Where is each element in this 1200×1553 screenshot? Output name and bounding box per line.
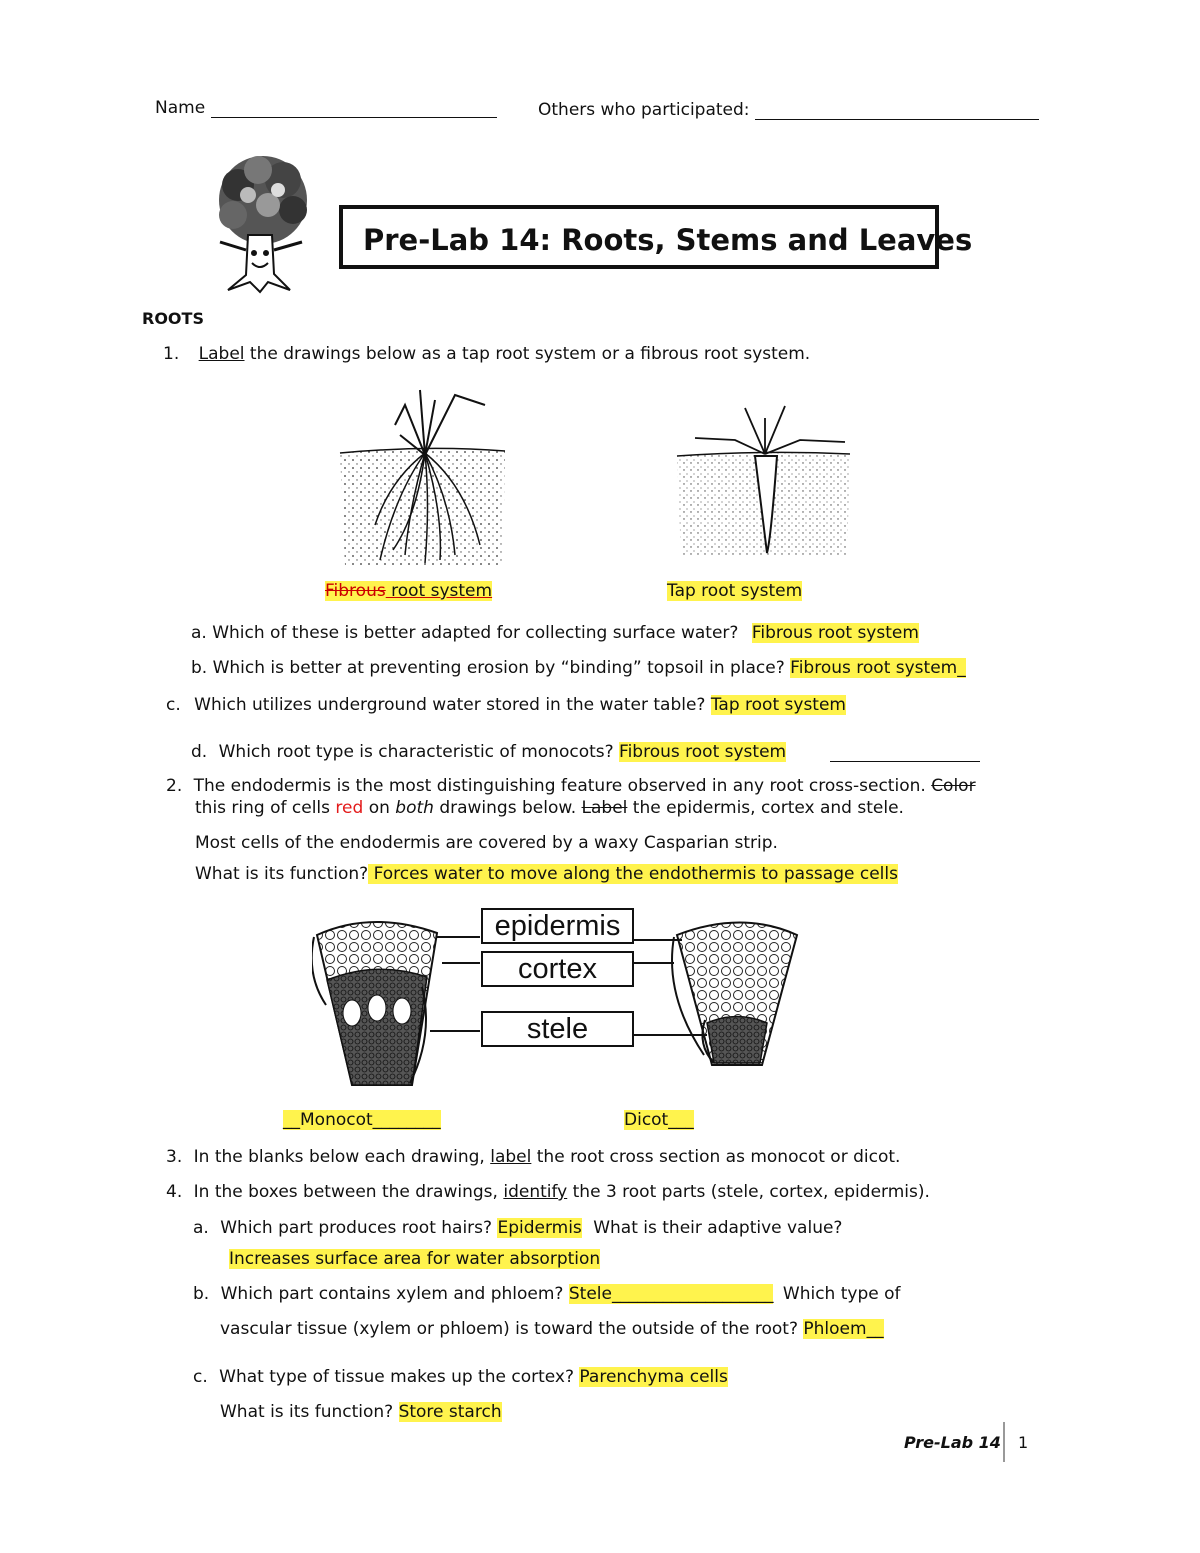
q2-line4 [195, 864, 898, 884]
footer-divider [1003, 1422, 1005, 1462]
q1c-label: c. [166, 695, 181, 715]
q1c-answer: Tap root system [710, 695, 846, 715]
q1-number: 1. [163, 344, 180, 364]
others-row [538, 100, 1039, 120]
q1b-row [191, 658, 966, 678]
q4c-label: c. [193, 1367, 208, 1387]
q4b-label: b. [193, 1284, 210, 1304]
q4-number: 4. [166, 1182, 183, 1202]
struck-word-color: Color [931, 776, 976, 796]
q3-prompt-pre: In the blanks below each drawing, [193, 1147, 491, 1167]
q1d-label: d. [191, 742, 208, 762]
roots-heading: ROOTS [142, 309, 204, 328]
q1a-row [191, 623, 919, 643]
q4b-question2: Which type of [782, 1284, 901, 1304]
q4a-answer: Epidermis [497, 1218, 582, 1238]
struck-word-fibrous: Fibrous [325, 581, 386, 601]
dicot-answer: Dicot___ [624, 1110, 694, 1130]
q2-line2-a: this ring of cells [195, 798, 336, 818]
page-number: 1 [1018, 1433, 1029, 1452]
q4c-row2 [220, 1402, 502, 1422]
label-box-stele[interactable]: stele [481, 1011, 634, 1047]
q1a-answer: Fibrous root system [751, 623, 919, 643]
q4-verb: identify [503, 1182, 568, 1202]
title-box [339, 205, 973, 269]
q1d-answer: Fibrous root system [619, 742, 787, 762]
both-word: both [395, 798, 434, 818]
others-field[interactable] [755, 101, 1039, 120]
q1d-question: Which root type is characteristic of monocots? [218, 742, 614, 762]
q3-row [166, 1147, 900, 1167]
q1d-row [191, 742, 980, 762]
monocot-answer: __Monocot________ [283, 1110, 441, 1130]
q4c-row [193, 1367, 728, 1387]
q1d-blank[interactable] [830, 747, 980, 762]
q2-line2-c: drawings below. [433, 798, 582, 818]
q2-line1 [166, 776, 976, 796]
footer-label: Pre-Lab 14 [904, 1433, 1001, 1452]
q2-line2-b: on [363, 798, 396, 818]
q1b-answer: Fibrous root system_ [790, 658, 966, 678]
tap-root-drawing [675, 398, 855, 563]
q1-answer-right: Tap root system [667, 581, 803, 601]
q1c-question: Which utilizes underground water stored in the water table? [194, 695, 706, 715]
q1-verb: Label [198, 344, 245, 364]
q4b-row2 [220, 1319, 884, 1339]
q3-prompt-post: the root cross section as monocot or dicot. [531, 1147, 901, 1167]
q3-number: 3. [166, 1147, 183, 1167]
q4-row [166, 1182, 930, 1202]
q4a-question2: What is their adaptive value? [593, 1218, 843, 1238]
q4c-question2: What is its function? [220, 1402, 394, 1422]
q4a-question: Which part produces root hairs? [220, 1218, 493, 1238]
q4c-answer2: Store starch [398, 1402, 502, 1422]
q1-text [163, 344, 810, 364]
q1-answer-left [325, 581, 492, 601]
answer-left-rest: root system [385, 581, 493, 601]
q1b-question: b. Which is better at preventing erosion by “binding” topsoil in place? [191, 658, 785, 678]
q4b-question: Which part contains xylem and phloem? [220, 1284, 564, 1304]
q2-function-question: What is its function? [195, 864, 369, 884]
label-box-cortex[interactable]: cortex [481, 951, 634, 987]
others-label: Others who participated: [538, 100, 750, 120]
q4b-answer2: Phloem__ [803, 1319, 884, 1339]
name-label: Name [155, 98, 206, 118]
q4a-row [193, 1218, 842, 1238]
q4a-answer2: Increases surface area for water absorption [229, 1249, 601, 1269]
q4a-label: a. [193, 1218, 209, 1238]
fibrous-root-drawing [335, 385, 510, 570]
page-title: Pre-Lab 14: Roots, Stems and Leaves [363, 223, 973, 257]
q1a-question: a. Which of these is better adapted for collecting surface water? [191, 623, 739, 643]
name-field[interactable] [211, 99, 497, 118]
q3-verb: label [490, 1147, 532, 1167]
q4-prompt-post: the 3 root parts (stele, cortex, epidermis). [567, 1182, 930, 1202]
q2-line3: Most cells of the endodermis are covered by a waxy Casparian strip. [195, 833, 778, 853]
q4b-question3: vascular tissue (xylem or phloem) is toward the outside of the root? [220, 1319, 798, 1339]
struck-word-label: Label [581, 798, 628, 818]
tree-mascot-icon [198, 150, 328, 295]
label-box-epidermis[interactable]: epidermis [481, 908, 634, 944]
q2-prompt: The endodermis is the most distinguishing feature observed in any root cross-section. [193, 776, 926, 796]
red-word: red [335, 798, 364, 818]
q2-line2 [195, 798, 904, 818]
q2-function-answer: Forces water to move along the endothermis to passage cells [368, 864, 898, 884]
q4b-row [193, 1284, 901, 1304]
q4b-answer: Stele___________________ [568, 1284, 774, 1304]
q2-line2-d: the epidermis, cortex and stele. [627, 798, 904, 818]
q1c-row [166, 695, 846, 715]
q4c-question: What type of tissue makes up the cortex? [219, 1367, 575, 1387]
q4c-answer: Parenchyma cells [579, 1367, 728, 1387]
q4-prompt-pre: In the boxes between the drawings, [193, 1182, 504, 1202]
q1-prompt: the drawings below as a tap root system or a fibrous root system. [244, 344, 811, 364]
name-row [155, 98, 497, 118]
q2-number: 2. [166, 776, 183, 796]
